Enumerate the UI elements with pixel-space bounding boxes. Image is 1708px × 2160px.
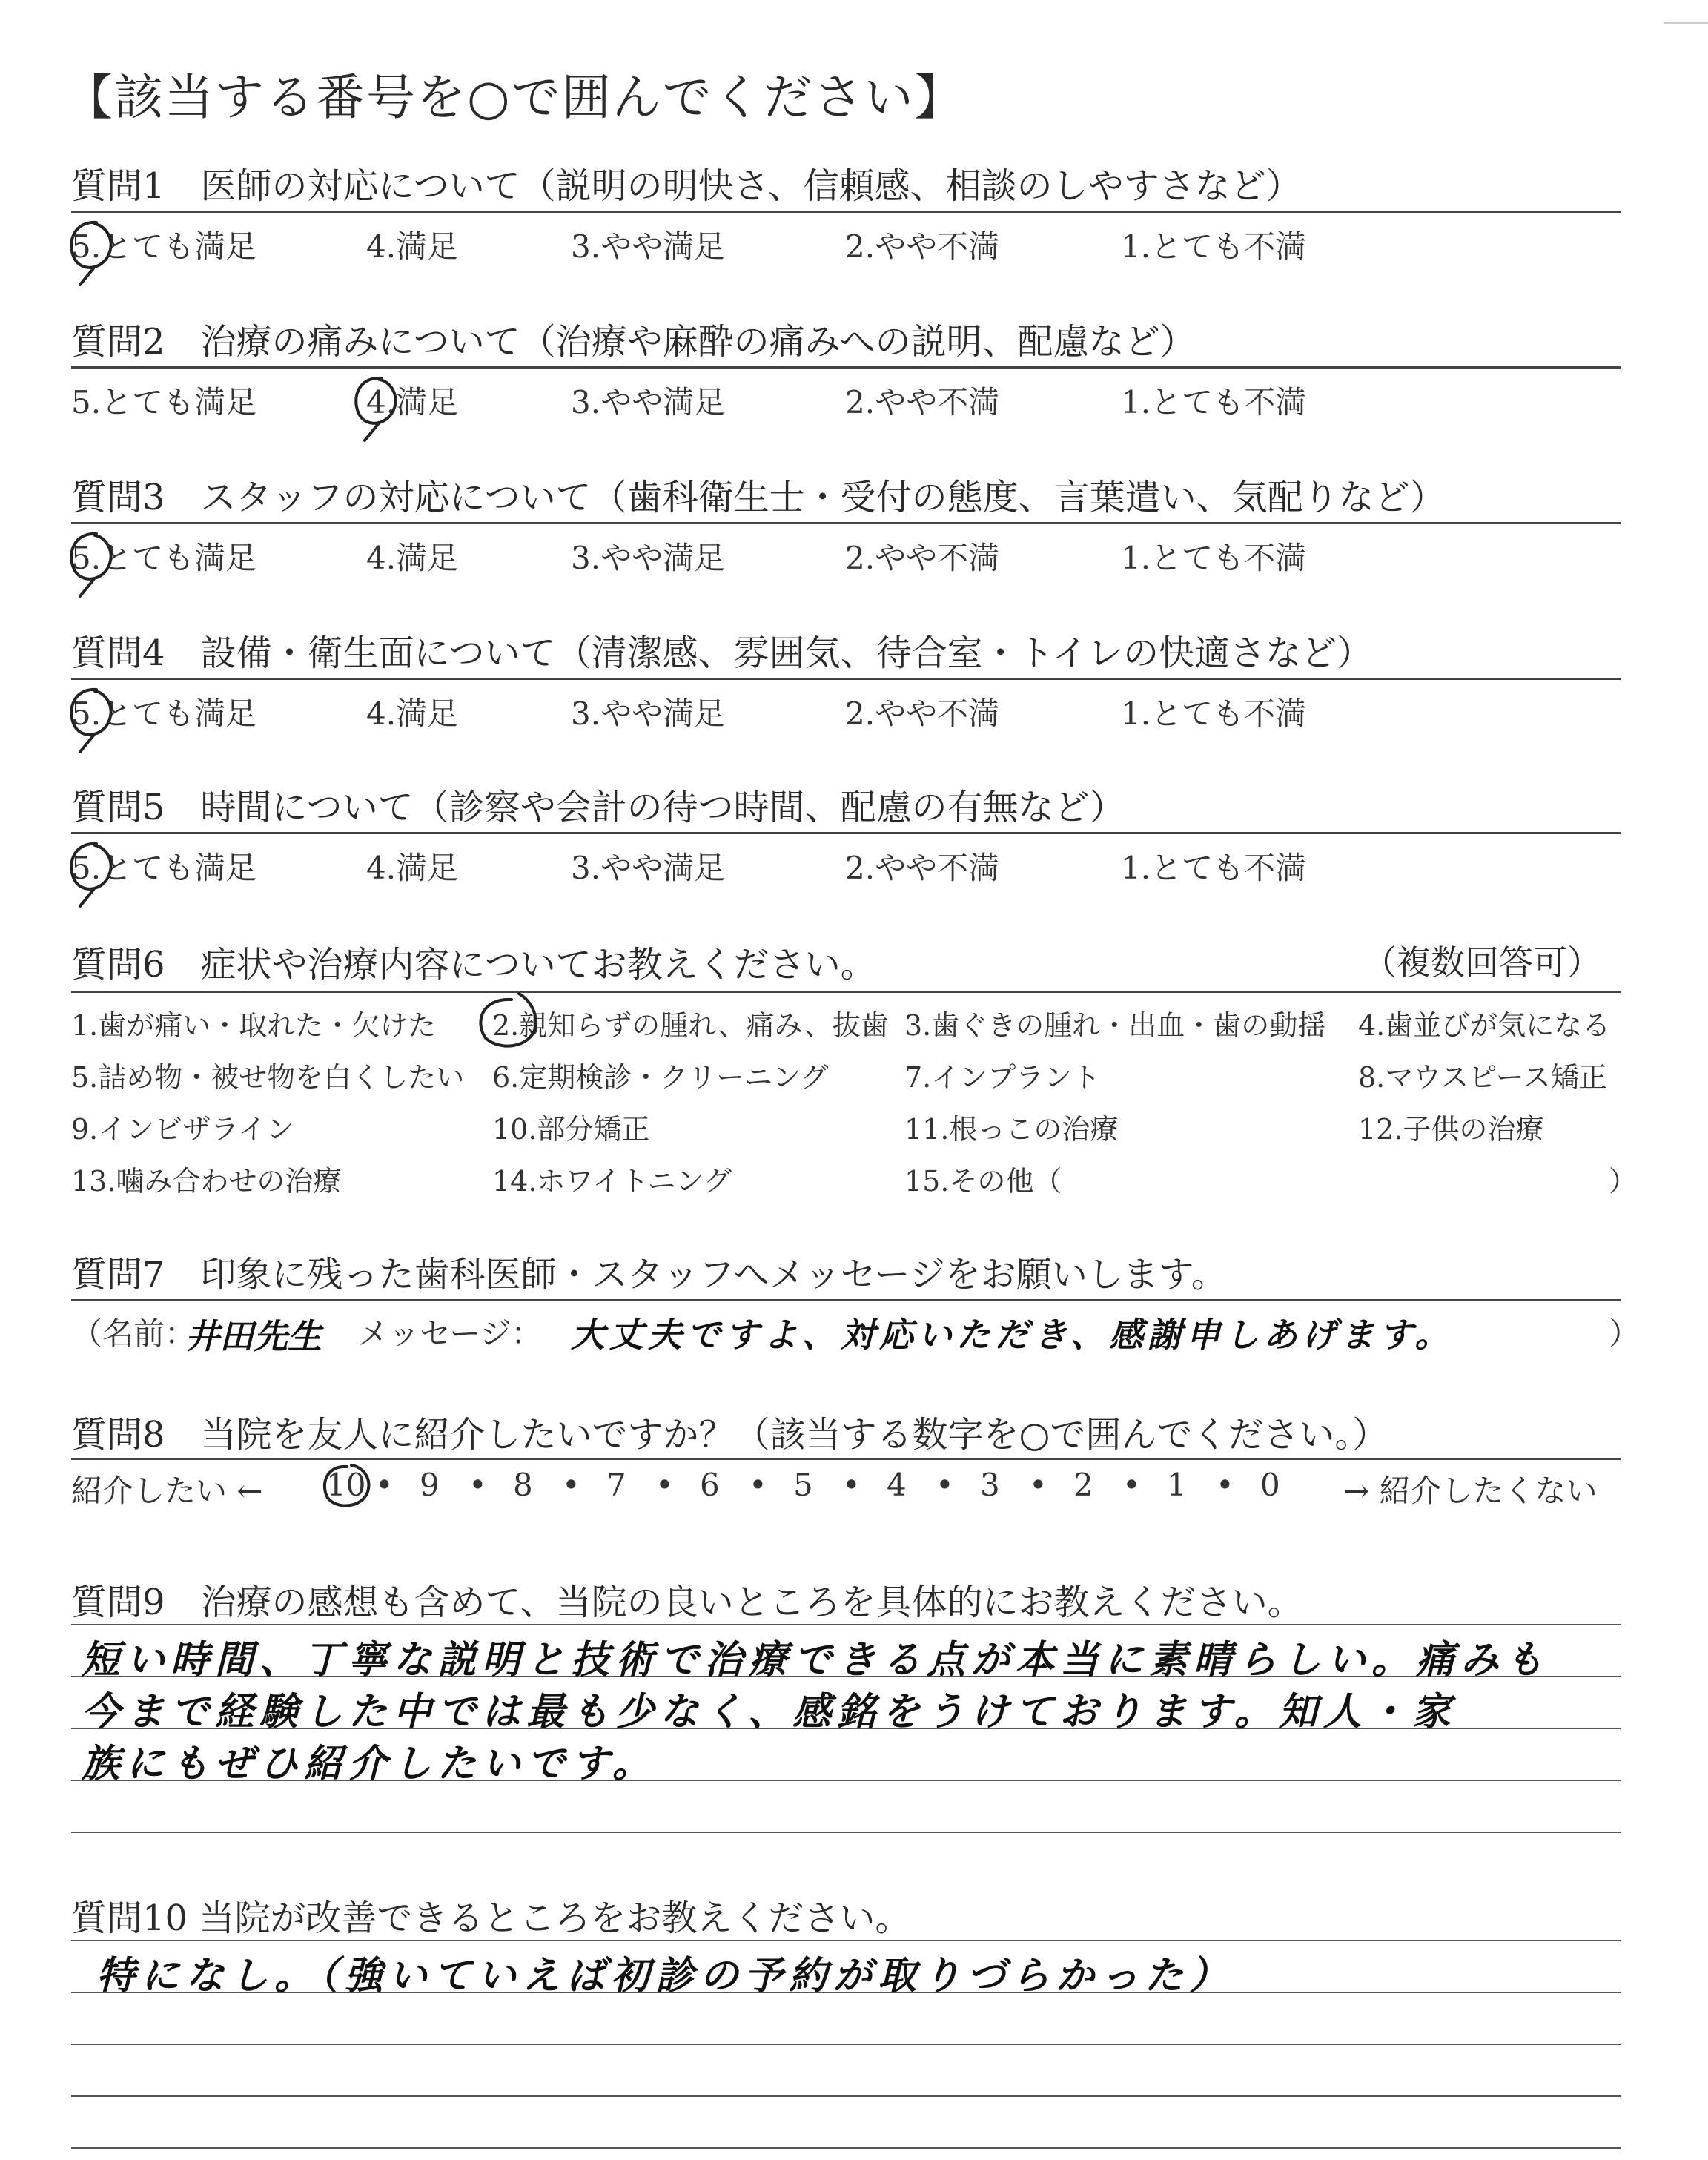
q7-title: 質問7 印象に残った歯科医師・スタッフへメッセージをお願いします。 (71, 1254, 1227, 1295)
q2-rule (71, 366, 1621, 369)
q8-left-label: 紹介したい ← (71, 1473, 263, 1509)
q8-scale-dot: • (1029, 1467, 1047, 1503)
q8-scale-number[interactable]: 1 (1167, 1467, 1187, 1503)
q8-scale-dot: • (375, 1467, 394, 1503)
q6-option[interactable]: 3.歯ぐきの腫れ・出血・歯の動揺 (904, 1009, 1326, 1042)
q9-title: 質問9 治療の感想も含めて、当院の良いところを具体的にお教えください。 (71, 1582, 1303, 1623)
q9-writing-line (71, 1832, 1621, 1833)
q4-selection-circle (64, 684, 130, 758)
q3-selection-circle (64, 528, 130, 602)
q6-option[interactable]: 10.部分矯正 (492, 1113, 650, 1146)
q2-option[interactable]: 4.満足 (366, 384, 459, 420)
q7-rule (71, 1299, 1621, 1301)
q6-option[interactable]: 7.インプラント (904, 1061, 1101, 1094)
q8-rule (71, 1458, 1621, 1460)
q8-selection-circle (317, 1462, 377, 1514)
q1-title: 質問1 医師の対応について（説明の明快さ、信頼感、相談のしやすさなど） (71, 165, 1302, 207)
q6-option[interactable]: 14.ホワイトニング (492, 1165, 732, 1198)
q1-rule (71, 211, 1621, 213)
q7-message-value: 大丈夫ですよ、対応いただき、感謝申しあげます。 (571, 1315, 1454, 1355)
q8-scale-dot: • (655, 1467, 674, 1503)
q6-option[interactable]: 5.詰め物・被せ物を白くしたい (71, 1061, 465, 1094)
q10-writing-line (71, 2095, 1621, 2097)
q5-option[interactable]: 5.とても満足 (71, 850, 257, 886)
q8-scale-number[interactable]: 3 (980, 1467, 1000, 1503)
q3-option[interactable]: 1.とても不満 (1121, 540, 1307, 576)
q3-option[interactable]: 2.やや不満 (845, 540, 1000, 576)
q9-answer-line: 今まで経験した中では最も少なく、感銘をうけております。知人・家 (82, 1690, 1457, 1734)
page-corner-line (1664, 0, 1708, 24)
q8-scale-dot: • (936, 1467, 954, 1503)
q6-option[interactable]: ） (1609, 1165, 1638, 1198)
q6-option[interactable]: 2.親知らずの腫れ、痛み、抜歯 (492, 1009, 889, 1042)
q6-option[interactable]: 4.歯並びが気になる (1358, 1009, 1611, 1042)
q2-option[interactable]: 3.やや満足 (571, 384, 726, 420)
q4-option[interactable]: 4.満足 (366, 696, 459, 732)
q6-option[interactable]: 1.歯が痛い・取れた・欠けた (71, 1009, 437, 1042)
q3-option[interactable]: 4.満足 (366, 540, 459, 576)
q8-scale-number[interactable]: 9 (420, 1467, 440, 1503)
q4-option[interactable]: 1.とても不満 (1121, 696, 1307, 732)
q4-title: 質問4 設備・衛生面について（清潔感、雰囲気、待合室・トイレの快適さなど） (71, 633, 1373, 674)
q6-option[interactable]: 12.子供の治療 (1358, 1113, 1544, 1146)
q7-name-label: （名前： (71, 1315, 196, 1352)
q4-option[interactable]: 2.やや不満 (845, 696, 1000, 732)
q8-scale-dot: • (1122, 1467, 1141, 1503)
q10-writing-line (71, 2044, 1621, 2045)
q5-option[interactable]: 1.とても不満 (1121, 850, 1307, 886)
q7-message-label: メッセージ： (357, 1315, 543, 1352)
q8-scale-number[interactable]: 6 (700, 1467, 720, 1503)
q3-title: 質問3 スタッフの対応について（歯科衛生士・受付の態度、言葉遣い、気配りなど） (71, 477, 1446, 518)
q6-option[interactable]: 9.インビザライン (71, 1113, 295, 1146)
q8-right-label: → 紹介したくない (1343, 1473, 1598, 1509)
q5-option[interactable]: 3.やや満足 (571, 850, 726, 886)
q10-writing-line (71, 2147, 1621, 2149)
q8-scale-dot: • (749, 1467, 767, 1503)
q3-rule (71, 522, 1621, 524)
q8-scale-number[interactable]: 0 (1260, 1467, 1280, 1503)
q6-option[interactable]: 13.噛み合わせの治療 (71, 1165, 342, 1198)
q6-selection-circle (467, 992, 556, 1066)
q7-close-paren: ） (1609, 1315, 1641, 1352)
q8-title: 質問8 当院を友人に紹介したいですか？（該当する数字を○で囲んでください。） (71, 1414, 1388, 1456)
q3-option[interactable]: 5.とても満足 (71, 540, 257, 576)
q8-scale-number[interactable]: 4 (887, 1467, 907, 1503)
q6-option[interactable]: 15.その他（ (904, 1165, 1062, 1198)
q1-option[interactable]: 5.とても満足 (71, 228, 257, 265)
q6-option[interactable]: 6.定期検診・クリーニング (492, 1061, 829, 1094)
q2-selection-circle (348, 372, 415, 446)
q2-option[interactable]: 1.とても不満 (1121, 384, 1307, 420)
q9-answer-line: 短い時間、丁寧な説明と技術で治療できる点が本当に素晴らしい。痛みも (82, 1638, 1550, 1682)
q6-option[interactable]: 8.マウスピース矯正 (1358, 1061, 1607, 1094)
q1-selection-circle (64, 217, 130, 291)
q5-option[interactable]: 4.満足 (366, 850, 459, 886)
page-title: 【該当する番号を○で囲んでください】 (64, 69, 965, 126)
q2-title: 質問2 治療の痛みについて（治療や麻酔の痛みへの説明、配慮など） (71, 321, 1196, 363)
q1-option[interactable]: 1.とても不満 (1121, 228, 1307, 265)
q3-option[interactable]: 3.やや満足 (571, 540, 726, 576)
q10-answer-line: 特になし。（強いていえば初診の予約が取りづらかった） (96, 1954, 1234, 1998)
q8-scale-dot: • (842, 1467, 861, 1503)
q6-option[interactable]: 11.根っこの治療 (904, 1113, 1119, 1146)
q5-rule (71, 832, 1621, 834)
q5-option[interactable]: 2.やや不満 (845, 850, 1000, 886)
q8-scale-number[interactable]: 8 (513, 1467, 533, 1503)
q5-selection-circle (64, 838, 130, 912)
q10-title: 質問10 当院が改善できるところをお教えください。 (71, 1898, 911, 1939)
q8-scale-number[interactable]: 10 (326, 1467, 366, 1503)
q5-title: 質問5 時間について（診察や会計の待つ時間、配慮の有無など） (71, 787, 1125, 828)
q8-scale-dot: • (562, 1467, 580, 1503)
q8-scale-number[interactable]: 7 (606, 1467, 626, 1503)
q9-writing-line (71, 1624, 1621, 1625)
q8-scale-dot: • (1216, 1467, 1234, 1503)
q1-option[interactable]: 2.やや不満 (845, 228, 1000, 265)
q10-writing-line (71, 1940, 1621, 1941)
q9-answer-line: 族にもぜひ紹介したいです。 (82, 1742, 657, 1786)
q8-scale-dot: • (469, 1467, 487, 1503)
q4-rule (71, 678, 1621, 680)
q4-option[interactable]: 3.やや満足 (571, 696, 726, 732)
q6-title: 質問6 症状や治療内容についてお教えください。 (71, 944, 876, 985)
q1-option[interactable]: 4.満足 (366, 228, 459, 265)
q4-option[interactable]: 5.とても満足 (71, 696, 257, 732)
q2-option[interactable]: 5.とても満足 (71, 384, 257, 420)
q6-rule (71, 991, 1621, 993)
q6-note: （複数回答可） (1363, 942, 1601, 982)
q8-scale-number[interactable]: 2 (1073, 1467, 1093, 1503)
q8-scale-number[interactable]: 5 (793, 1467, 813, 1503)
q2-option[interactable]: 2.やや不満 (845, 384, 1000, 420)
q7-name-value: 井田先生 (185, 1316, 322, 1356)
q1-option[interactable]: 3.やや満足 (571, 228, 726, 265)
